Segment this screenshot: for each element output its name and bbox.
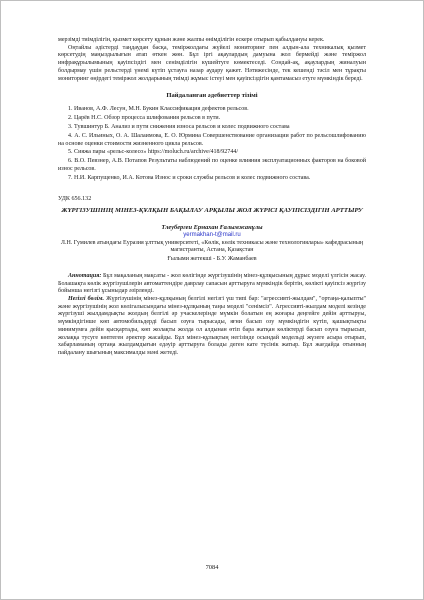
references-title: Пайдаланған әдебиеттер тізімі <box>166 92 258 100</box>
reference-item: 6. В.О. Певзнер, А.В. Потапов Результаты наблюдений по оценке влияния эксплуатационных факторов на боковой износ рельсов. <box>58 158 366 173</box>
abstract-paragraph <box>58 273 366 296</box>
reference-item: 2. Царёв Н.С. Обзор процесса шлифования рельсов в пути. <box>68 115 221 122</box>
abstract-text: Бұл мақаланың мақсаты - жол көлігінде жүргізушінің мінез-құлқысының дұрыс моделі үлгісін жасау. Болашақта көлік жүргізушілерін автоматтендіре даврлау сапасын арттыруға мүмкіндік берітін, көліктi қауіпсіз жүргізу бойынша негізгі ұсыныдар әзірленді. <box>58 272 366 295</box>
page-number: 7084 <box>205 564 219 571</box>
author-email[interactable]: yermakhan-t@mail.ru <box>183 232 241 239</box>
reference-item: 7. Н.И. Карпущенко, И.А. Котова Износ и сроки службы рельсов и колес подвижного состава. <box>68 174 311 181</box>
author-name: Тлеубергеи Ермахан Ғалымжанұлы <box>161 223 263 231</box>
abstract-label: Аннотация: <box>68 272 102 279</box>
main-body-label: Негізгі бөлім. <box>68 295 105 302</box>
main-body-paragraph <box>58 296 366 358</box>
reference-item: 1. Иванов, А.Ф. Лесун, М.Н. Букин Классификация дефектов рельсов. <box>68 106 249 113</box>
intro-paragraph-continued: мерзімді тиімділігін, қызмет көрсету құнын және жалпы өнімділігін ескере отырып қабылдануы керек. <box>58 37 325 43</box>
references-list <box>58 106 366 182</box>
udc-code: УДК 656.132 <box>58 195 92 202</box>
article-title: ЖҮРГІЗУШІНІҢ МІНЕЗ-ҚҰЛҚЫН БАҚЫЛАУ АРҚЫЛЫ ЖОЛ ЖҮРІСІ ҚАУІПСІЗДІГІН АРТТЫРУ <box>61 206 363 214</box>
reference-item: 4. А. С. Ильиных, О. А. Шалаимова, Е. О. Юрмина Совершенствование организации работ по рельсошлифованию на основе оценки стоимости жизненного цикла рельсов. <box>58 132 366 147</box>
intro-paragraph: Оңтайлы әдістерді таңдаудан басқа, теміржолдағы жүйелі мониторинг пен алдын-ала техникалық қызмет көрсетудің маңыздылығын атап өткен жөн. Бұл іргі ақаулардың дамуына жол бермейді және теміржол инфрақұрылымының қауіпсіздігі мен сенімділігін күшейтуге көмектеседі. Сондай-ақ, ақаулардың жиналуын болдырмау үшін рельстерді үнемі күтіп ұстауға назар аудару қажет. Нәтижесінде, тек кешенді тәсіл мен тұрақты мониторинг өңірдегі теміржол жолдарының тиімді жұмыс істеуі мен қауіпсіздігін қамтамасыз етуге мүмкіндік береді. <box>58 44 366 82</box>
supervisor: Ғылыми жетекші - Б.У. Жаманбаев <box>167 256 257 263</box>
reference-item: 3. Тувшинтур Б. Анализ и пути снижения износа рельсов и колес подвижного состава <box>68 124 290 130</box>
author-affiliation: Л.Н. Гумилев атындағы Еуразия ұлттық университеті, «Көлік, көлік техникасы және технологиялары» кафедрасының магистранты, Астана, Қазақстан <box>60 239 364 254</box>
reference-item: 5. Сияжа пары «рельс-колесо» https://moluch.ru/archive/418/92744/ <box>68 149 239 156</box>
main-body-text: Жүргізушінің мінез-құлқының белгілі негізгі үш типі бар: "агрессивті-жылдам", "ортаңа-қалыпты" және жүргізушінің жол көлігалысындағы мінез-құлқының таңы моделі "сенімсіз". Агрессивті-жылдам моделі кезінде жүргізуші жылдамдықты жолдың белгілі әр учаскелерінде мүмкін болатын ең жоғары деңгейге дейін арттыруы, мүмкіндігінше көп автомобильдерді басып озуға тырысады, яғни басып озу мүмкіндігін күтіп, қашықтықты минимумға дейін қысқартады, көп жолақты жолда ол алдынан өтіп бара жатқан көліктерді басып озуға тырысып, жолаққа тусуге көптеген әректер жасайды. Бұл мінез-құлықтың негізінде осындай модельді жүзеге асыра отырып, хабарламаның ортаңа жылдамдығын едәуір арттыруға болады деген кате түсінік жатыр. Бұл жағдайда отынның пайдалану шығының максималды мәні жетеді. <box>58 295 366 356</box>
